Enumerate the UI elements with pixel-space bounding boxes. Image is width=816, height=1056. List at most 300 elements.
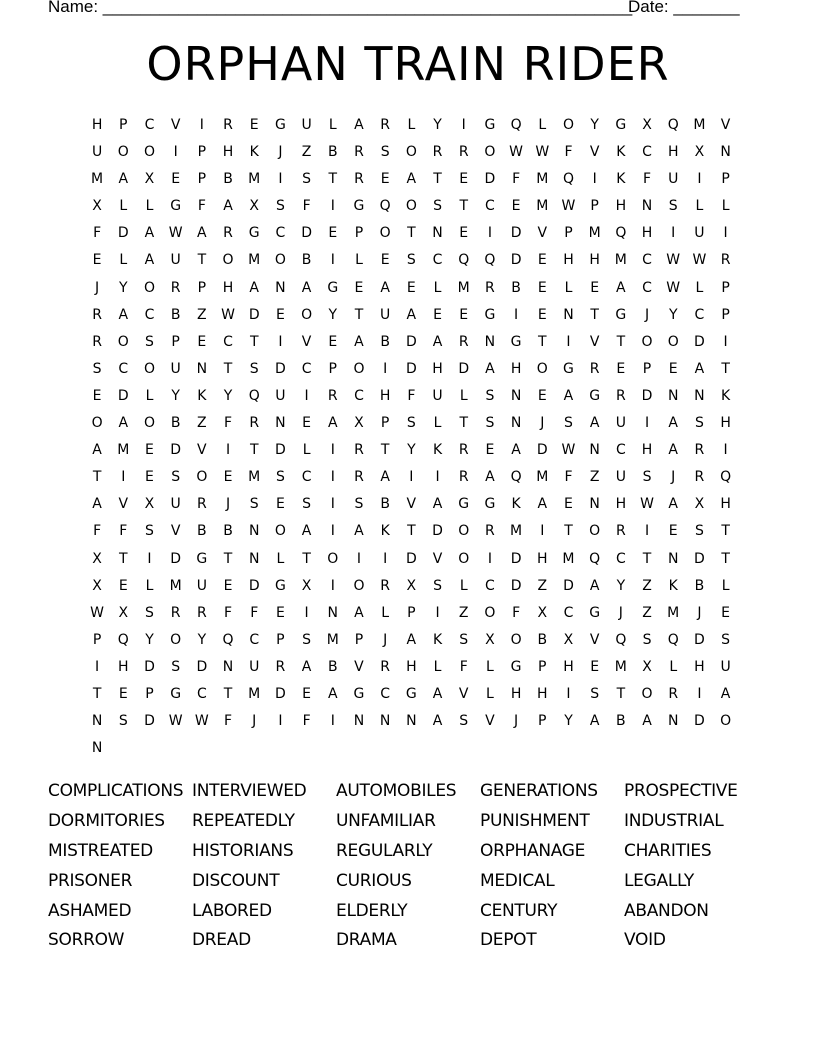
grid-letter: S <box>642 631 652 648</box>
grid-letter: J <box>697 604 702 621</box>
grid-letter: H <box>694 658 705 675</box>
grid-letter: A <box>301 279 312 296</box>
grid-letter: A <box>354 523 364 540</box>
grid-letter: G <box>510 658 522 675</box>
grid-letter: B <box>170 415 181 432</box>
grid-letter: M <box>693 117 706 133</box>
grid-letter: Z <box>301 144 312 161</box>
grid-letter: A <box>223 198 233 215</box>
grid-letter: I <box>173 144 178 161</box>
grid-letter: C <box>615 550 626 567</box>
grid-letter: I <box>330 713 335 730</box>
grid-letter: Y <box>328 306 338 323</box>
word-list-item: DEPOT <box>480 930 537 951</box>
grid-letter: N <box>484 333 496 350</box>
grid-letter: L <box>669 658 678 675</box>
grid-letter: A <box>432 496 443 513</box>
grid-letter: D <box>458 360 470 377</box>
grid-letter: D <box>405 550 417 567</box>
grid-letter: D <box>170 550 182 567</box>
grid-letter: T <box>616 333 626 350</box>
grid-letter: Q <box>510 469 522 486</box>
grid-letter: X <box>249 198 260 215</box>
grid-letter: N <box>248 523 260 540</box>
grid-letter: E <box>459 171 469 188</box>
grid-letter: Y <box>223 387 233 404</box>
grid-letter: D <box>432 523 443 540</box>
grid-letter: A <box>118 306 129 323</box>
grid-letter: O <box>143 144 155 161</box>
grid-letter: T <box>616 685 626 702</box>
grid-letter: V <box>170 523 181 540</box>
grid-letter: M <box>91 171 104 188</box>
grid-letter: L <box>145 387 154 404</box>
grid-letter: O <box>641 333 653 350</box>
grid-letter: B <box>197 523 207 540</box>
grid-letter: C <box>380 685 391 702</box>
grid-letter: A <box>354 117 364 133</box>
grid-letter: D <box>301 225 312 242</box>
word-list-item: ORPHANAGE <box>480 840 586 861</box>
word-list-item: PUNISHMENT <box>480 810 590 831</box>
grid-letter: M <box>562 550 575 567</box>
grid-letter: I <box>225 442 231 459</box>
grid-letter: J <box>225 496 231 513</box>
grid-letter: X <box>301 577 312 594</box>
grid-letter: O <box>91 415 103 432</box>
grid-letter: P <box>197 144 207 161</box>
grid-letter: C <box>485 198 495 215</box>
grid-letter: A <box>118 415 129 432</box>
grid-letter: A <box>485 360 495 377</box>
grid-letter: F <box>119 523 128 540</box>
grid-letter: S <box>642 469 652 486</box>
grid-letter: B <box>380 496 390 513</box>
grid-letter: N <box>667 550 679 567</box>
word-list-item: GENERATIONS <box>480 781 598 801</box>
grid-letter: I <box>540 523 545 540</box>
grid-letter: F <box>302 198 311 215</box>
grid-letter: C <box>354 387 364 404</box>
grid-letter: B <box>223 171 233 188</box>
grid-letter: P <box>197 171 207 188</box>
grid-letter: B <box>694 577 705 594</box>
grid-letter: S <box>171 658 181 675</box>
grid-letter: H <box>537 685 548 702</box>
grid-letter: A <box>720 685 731 702</box>
grid-letter: U <box>615 469 626 486</box>
grid-letter: A <box>485 469 495 486</box>
grid-letter: G <box>484 117 496 133</box>
grid-letter: I <box>435 469 440 486</box>
grid-letter: T <box>249 333 259 350</box>
word-list-item: UNFAMILIAR <box>336 810 436 831</box>
grid-letter: C <box>642 252 652 269</box>
grid-letter: D <box>117 225 129 242</box>
grid-letter: D <box>510 577 522 594</box>
grid-letter: M <box>510 523 523 540</box>
grid-letter: D <box>563 577 574 594</box>
grid-letter: T <box>354 306 364 323</box>
grid-letter: R <box>354 144 364 161</box>
grid-letter: W <box>666 279 681 296</box>
word-list-item: DREAD <box>192 930 251 951</box>
grid-letter: K <box>668 577 678 594</box>
grid-letter: R <box>380 658 391 675</box>
grid-letter: S <box>302 631 312 648</box>
grid-letter: M <box>169 577 182 594</box>
grid-letter: R <box>380 577 391 594</box>
grid-letter: P <box>721 306 730 323</box>
grid-letter: D <box>117 387 129 404</box>
grid-letter: O <box>405 144 417 161</box>
word-list-item: REPEATEDLY <box>192 810 295 831</box>
grid-letter: K <box>197 387 207 404</box>
grid-letter: L <box>695 279 704 296</box>
grid-letter: O <box>484 144 496 161</box>
grid-letter: O <box>405 198 417 215</box>
grid-letter: Q <box>222 631 234 648</box>
grid-letter: S <box>171 469 181 486</box>
grid-letter: Z <box>458 604 469 621</box>
grid-letter: V <box>589 631 600 648</box>
grid-letter: M <box>326 631 339 648</box>
grid-letter: S <box>406 252 416 269</box>
grid-letter: D <box>484 171 496 188</box>
grid-letter: Q <box>589 550 601 567</box>
grid-letter: P <box>590 198 599 215</box>
grid-letter: W <box>168 713 183 730</box>
grid-letter: I <box>95 658 100 675</box>
grid-letter: J <box>671 469 676 486</box>
grid-letter: I <box>330 252 335 269</box>
grid-letter: X <box>92 198 102 215</box>
grid-letter: C <box>694 306 705 323</box>
grid-letter: S <box>145 523 154 540</box>
grid-letter: N <box>589 496 600 513</box>
grid-letter: E <box>433 306 442 323</box>
grid-letter: M <box>536 469 549 486</box>
grid-letter: E <box>590 658 600 675</box>
grid-letter: R <box>485 523 495 540</box>
grid-letter: S <box>92 360 102 377</box>
grid-letter: H <box>641 225 653 242</box>
grid-letter: V <box>197 442 207 459</box>
grid-letter: O <box>562 117 574 133</box>
grid-letter: W <box>666 252 681 269</box>
grid-letter: C <box>249 631 260 648</box>
grid-letter: G <box>615 306 627 323</box>
grid-letter: T <box>721 360 730 377</box>
grid-letter: O <box>536 360 548 377</box>
word-list-item: MEDICAL <box>480 870 555 891</box>
grid-letter: Y <box>407 442 416 459</box>
word-list <box>48 778 768 957</box>
grid-letter: K <box>432 631 443 648</box>
grid-letter: H <box>641 442 653 459</box>
grid-letter: F <box>224 604 233 621</box>
grid-letter: P <box>145 685 154 702</box>
grid-letter: X <box>537 604 548 621</box>
grid-letter: L <box>328 117 337 133</box>
grid-letter: L <box>433 279 442 296</box>
word-list-item: SORROW <box>48 930 125 951</box>
grid-letter: L <box>721 198 730 215</box>
grid-letter: A <box>144 225 155 242</box>
grid-letter: Y <box>564 713 573 730</box>
grid-letter: S <box>564 415 573 432</box>
grid-letter: K <box>432 442 443 459</box>
grid-letter: N <box>641 198 653 215</box>
grid-letter: O <box>274 523 286 540</box>
grid-letter: L <box>119 252 128 269</box>
grid-letter: L <box>459 387 468 404</box>
grid-letter: Y <box>119 279 128 296</box>
grid-letter: J <box>278 144 283 161</box>
grid-letter: L <box>145 577 154 594</box>
grid-letter: A <box>511 442 521 459</box>
grid-letter: T <box>380 442 390 459</box>
grid-letter: F <box>512 604 521 621</box>
word-list-item: AUTOMOBILES <box>336 781 457 801</box>
grid-letter: L <box>538 117 547 133</box>
grid-letter: R <box>589 360 600 377</box>
grid-letter: D <box>694 333 705 350</box>
grid-letter: Q <box>379 198 391 215</box>
grid-letter: R <box>485 279 495 296</box>
grid-letter: W <box>640 496 654 513</box>
grid-letter: N <box>353 713 365 730</box>
grid-letter: G <box>170 685 182 702</box>
grid-letter: O <box>222 252 234 269</box>
grid-letter: O <box>353 577 365 594</box>
grid-letter: I <box>330 198 335 215</box>
grid-letter: J <box>618 604 623 621</box>
grid-letter: L <box>119 198 128 215</box>
grid-letter: J <box>252 713 257 730</box>
word-list-item: LABORED <box>192 900 272 921</box>
grid-letter: X <box>118 604 129 621</box>
grid-letter: W <box>509 144 524 161</box>
grid-letter: M <box>248 685 261 702</box>
grid-letter: D <box>405 360 417 377</box>
grid-letter: I <box>697 685 702 702</box>
grid-letter: A <box>616 279 626 296</box>
word-list-item: LEGALLY <box>624 870 694 891</box>
grid-letter: H <box>720 415 731 432</box>
grid-letter: Q <box>562 171 574 188</box>
grid-letter: A <box>406 631 417 648</box>
grid-letter: U <box>380 306 391 323</box>
grid-letter: R <box>615 523 626 540</box>
grid-letter: R <box>223 225 233 242</box>
word-list-item: VOID <box>624 930 666 951</box>
grid-letter: G <box>589 604 601 621</box>
grid-letter: P <box>276 631 285 648</box>
grid-letter: Q <box>484 252 496 269</box>
grid-letter: U <box>170 252 181 269</box>
grid-letter: G <box>563 360 574 377</box>
grid-letter: H <box>91 117 103 133</box>
grid-letter: E <box>275 496 285 513</box>
grid-letter: A <box>301 658 312 675</box>
grid-letter: N <box>91 713 103 730</box>
grid-letter: I <box>383 550 388 567</box>
grid-letter: E <box>721 604 731 621</box>
grid-letter: V <box>118 496 129 513</box>
grid-letter: N <box>91 740 103 757</box>
grid-letter: E <box>459 225 469 242</box>
grid-letter: E <box>616 360 626 377</box>
grid-letter: S <box>433 577 442 594</box>
grid-letter: J <box>95 279 100 296</box>
grid-letter: R <box>694 442 705 459</box>
word-list-item: DORMITORIES <box>48 810 165 831</box>
grid-letter: G <box>327 279 339 296</box>
grid-letter: Q <box>117 631 129 648</box>
grid-letter: L <box>433 658 442 675</box>
grid-letter: B <box>327 658 338 675</box>
grid-letter: H <box>615 198 627 215</box>
grid-letter: X <box>694 496 705 513</box>
grid-letter: D <box>275 685 286 702</box>
grid-letter: V <box>301 333 312 350</box>
grid-letter: L <box>721 577 730 594</box>
grid-letter: M <box>667 604 680 621</box>
grid-letter: F <box>459 658 468 675</box>
word-list-item: ELDERLY <box>336 900 408 921</box>
grid-letter: W <box>221 306 235 323</box>
grid-letter: E <box>223 577 233 594</box>
grid-letter: Y <box>433 117 442 133</box>
grid-letter: I <box>644 523 650 540</box>
grid-letter: P <box>642 360 652 377</box>
grid-letter: F <box>564 469 573 486</box>
grid-letter: N <box>694 387 705 404</box>
grid-letter: O <box>143 279 155 296</box>
grid-letter: P <box>538 658 547 675</box>
grid-letter: D <box>144 713 155 730</box>
grid-letter: M <box>248 469 261 486</box>
grid-letter: E <box>145 469 154 486</box>
grid-letter: H <box>510 360 522 377</box>
grid-letter: V <box>406 496 417 513</box>
grid-letter: R <box>196 604 207 621</box>
grid-letter: I <box>330 496 335 513</box>
grid-letter: G <box>274 117 286 133</box>
grid-letter: R <box>223 117 233 133</box>
grid-letter: C <box>118 360 129 377</box>
grid-letter: C <box>196 685 207 702</box>
grid-letter: X <box>144 496 155 513</box>
grid-letter: G <box>484 496 496 513</box>
grid-letter: U <box>170 360 181 377</box>
grid-letter: U <box>249 658 260 675</box>
word-list-item: COMPLICATIONS <box>48 781 184 801</box>
grid-letter: I <box>566 333 571 350</box>
grid-letter: R <box>380 117 391 133</box>
word-list-item: INDUSTRIAL <box>624 810 724 831</box>
grid-letter: E <box>197 333 207 350</box>
grid-letter: O <box>143 360 155 377</box>
grid-letter: R <box>354 442 364 459</box>
grid-letter: U <box>694 225 705 242</box>
grid-letter: V <box>589 333 600 350</box>
letter-grid <box>84 112 739 762</box>
grid-letter: E <box>380 252 390 269</box>
grid-letter: R <box>170 279 181 296</box>
word-list-item: CHARITIES <box>624 840 712 861</box>
grid-letter: A <box>327 685 338 702</box>
word-list-item: HISTORIANS <box>192 840 294 861</box>
grid-letter: M <box>536 198 549 215</box>
grid-letter: A <box>380 279 390 296</box>
grid-letter: L <box>381 604 390 621</box>
grid-letter: P <box>538 713 547 730</box>
grid-letter: A <box>589 415 600 432</box>
grid-letter: Q <box>458 252 470 269</box>
grid-letter: R <box>432 144 443 161</box>
grid-letter: B <box>537 631 548 648</box>
grid-letter: E <box>328 225 338 242</box>
grid-letter: F <box>564 144 573 161</box>
grid-letter: W <box>561 198 576 215</box>
grid-letter: I <box>330 442 335 459</box>
grid-letter: T <box>223 360 233 377</box>
grid-letter: S <box>302 171 312 188</box>
grid-letter: G <box>353 198 365 215</box>
grid-letter: T <box>459 198 468 215</box>
grid-letter: W <box>692 252 707 269</box>
grid-letter: E <box>118 685 128 702</box>
grid-letter: B <box>380 333 390 350</box>
grid-letter: Q <box>510 117 522 133</box>
grid-letter: O <box>510 631 522 648</box>
grid-letter: R <box>458 469 469 486</box>
grid-letter: T <box>92 685 102 702</box>
grid-letter: M <box>248 171 261 188</box>
grid-letter: F <box>250 604 259 621</box>
grid-letter: S <box>275 198 285 215</box>
grid-letter: P <box>721 171 730 188</box>
grid-letter: I <box>121 469 126 486</box>
grid-letter: W <box>168 225 183 242</box>
grid-letter: A <box>406 171 417 188</box>
grid-letter: B <box>511 279 521 296</box>
grid-letter: O <box>301 306 313 323</box>
grid-letter: I <box>278 171 283 188</box>
date-field-label: Date: _______ <box>628 0 740 16</box>
word-list-item: ABANDON <box>624 900 709 921</box>
grid-letter: R <box>458 442 469 459</box>
grid-letter: M <box>614 252 627 269</box>
word-list-item: CURIOUS <box>336 870 412 891</box>
grid-letter: X <box>642 658 652 675</box>
grid-letter: S <box>433 198 442 215</box>
grid-letter: S <box>380 144 390 161</box>
grid-letter: S <box>275 469 285 486</box>
grid-letter: F <box>407 387 416 404</box>
grid-letter: N <box>196 360 208 377</box>
grid-letter: Y <box>145 631 154 648</box>
grid-letter: G <box>248 225 260 242</box>
grid-letter: T <box>119 550 128 567</box>
grid-letter: E <box>668 360 678 377</box>
grid-letter: E <box>92 252 102 269</box>
grid-letter: I <box>644 415 650 432</box>
grid-letter: K <box>249 144 259 161</box>
grid-letter: O <box>589 523 601 540</box>
